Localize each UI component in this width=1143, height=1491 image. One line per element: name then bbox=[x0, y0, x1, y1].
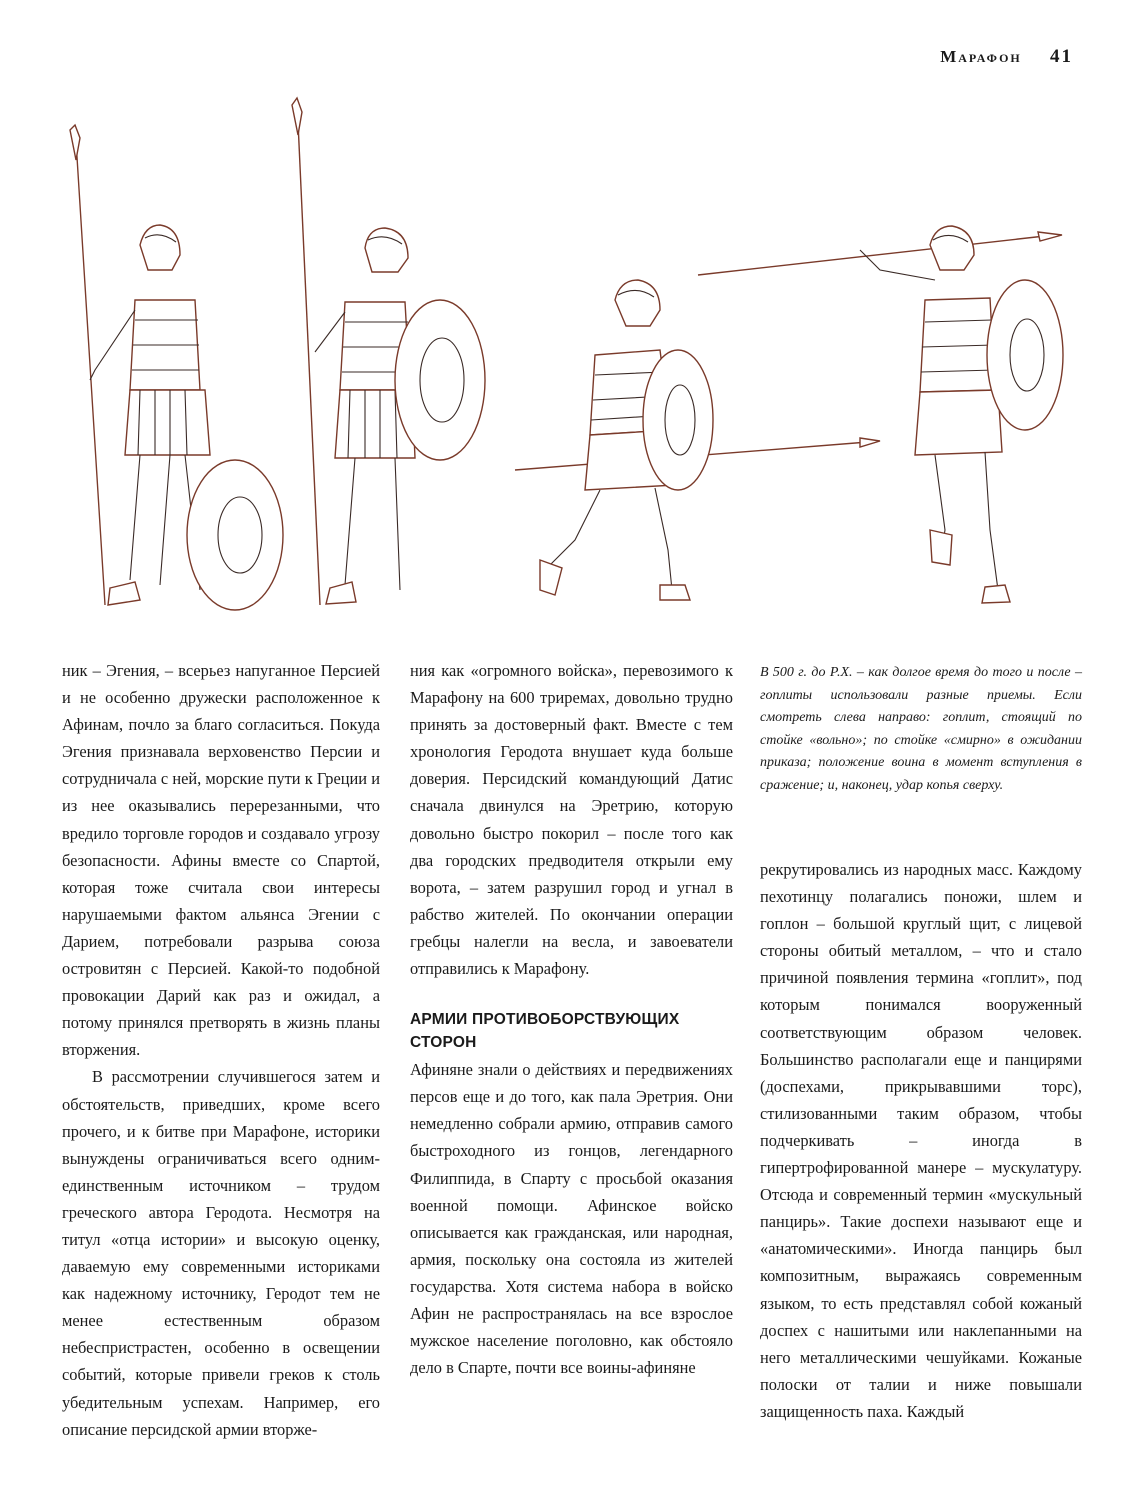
hoplite-figure-attention bbox=[292, 98, 485, 605]
hoplites-illustration bbox=[0, 90, 1143, 630]
page-number: 41 bbox=[1050, 46, 1073, 67]
paragraph: рекрутировались из народных масс. Каждому пехотинцу полагались поножи, шлем и гоплон – большой круглый щит, с лицевой стороны обитый металлом, – что и стало причиной появления термина «гоплит», под которым понимался вооруженный соответствующим образом человек. Большинство располагали еще и панцирями (доспехами, прикрывавшими торс), стилизованными таким образом, чтобы подчеркивать – иногда в гипертрофированной манере – мускулатуру. Отсюда и современный термин «мускульный панцирь». Такие доспехи называют еще и «анатомическими». Иногда панцирь был композитным, выражаясь современным языком, то есть представлял собой кожаный доспех с нашитыми или наклепанными на него металлическими чешуйками. Кожаные полоски от талии и ниже повышали защищенность паха. Каждый bbox=[760, 860, 1082, 1421]
running-header bbox=[940, 46, 1073, 68]
figure-caption: В 500 г. до Р.Х. – как долгое время до того и после – гоплиты использовали разные приемы. Если смотреть слева направо: гоплит, стоящий по стойке «вольно»; по стойке «смирно» в ожидании приказа; положение воина в момент вступления в сражение; и, наконец, удар копья сверху. bbox=[760, 665, 1082, 793]
hoplite-figure-at-ease bbox=[70, 125, 283, 610]
section-heading: АРМИИ ПРОТИВОБОРСТВУЮЩИХ СТОРОН bbox=[410, 1011, 680, 1052]
hoplite-figure-overhead-thrust bbox=[698, 226, 1063, 603]
paragraph: ник – Эгения, – всерьез напуганное Персией и не особенно дружески расположенное к Афинам, почло за благо согласиться. Покуда Эгения признавала верховенство Персии и сотрудничала с ней, морские пути к Греции и из нее оказывались перерезанными, что вредило торговле городов и создавало угрозу безопасности. Афины вместе со Спартой, которая тоже считала свои интересы нарушаемыми фактом альянса Эгении с Дарием, потребовали разрыва союза островитян с Персией. Какой-то подобной провокации Дарий как раз и ожидал, а потому принялся претворять в жизнь планы вторжения. bbox=[62, 661, 380, 1060]
paragraph: В рассмотрении случившегося затем и обстоятельств, приведших, кроме всего прочего, и к битве при Марафоне, историки вынуждены ограничиваться всего одним-единственным источником – трудом греческого автора Геродота. Несмотря на титул «отца истории» и высокую оценку, даваемую ему современными историками как надежному источнику, Геродот тем не менее естественным образом небеспристрастен, особенно в освещении событий, которые привели греков к столь убедительным успехам. Например, его описание персидской армии вторже- bbox=[62, 1067, 380, 1439]
text-column-2 bbox=[410, 657, 733, 1381]
text-column-3 bbox=[760, 856, 1082, 1425]
text-column-1 bbox=[62, 657, 380, 1443]
paragraph: Афиняне знали о действиях и передвижениях персов еще и до того, как пала Эретрия. Они немедленно собрали армию, отправив самого быстроходного из гонцов, легендарного Филиппида, в Спарту с просьбой оказания военной помощи. Афинское войско описывается как гражданская, или народная, армия, поскольку она состояла из жителей государства. Хотя система набора в войско Афин не распространялась на все взрослое мужское население поголовно, как обстояло дело в Спарте, почти все воины-афиняне bbox=[410, 1060, 733, 1378]
section-title: Марафон bbox=[940, 47, 1022, 66]
hoplite-figure-advancing bbox=[515, 280, 880, 600]
paragraph: ния как «огромного войска», перевозимого к Марафону на 600 триремах, довольно трудно принять за достоверный факт. Вместе с тем хронология Геродота внушает куда больше доверия. Персидский командующий Датис сначала двинулся на Эретрию, которую довольно быстро покорил – после того как два городских предводителя открыли ему ворота, – затем разрушил город и угнал в рабство жителей. По окончании операции гребцы налегли на весла, и завоеватели отправились к Марафону. bbox=[410, 661, 733, 979]
